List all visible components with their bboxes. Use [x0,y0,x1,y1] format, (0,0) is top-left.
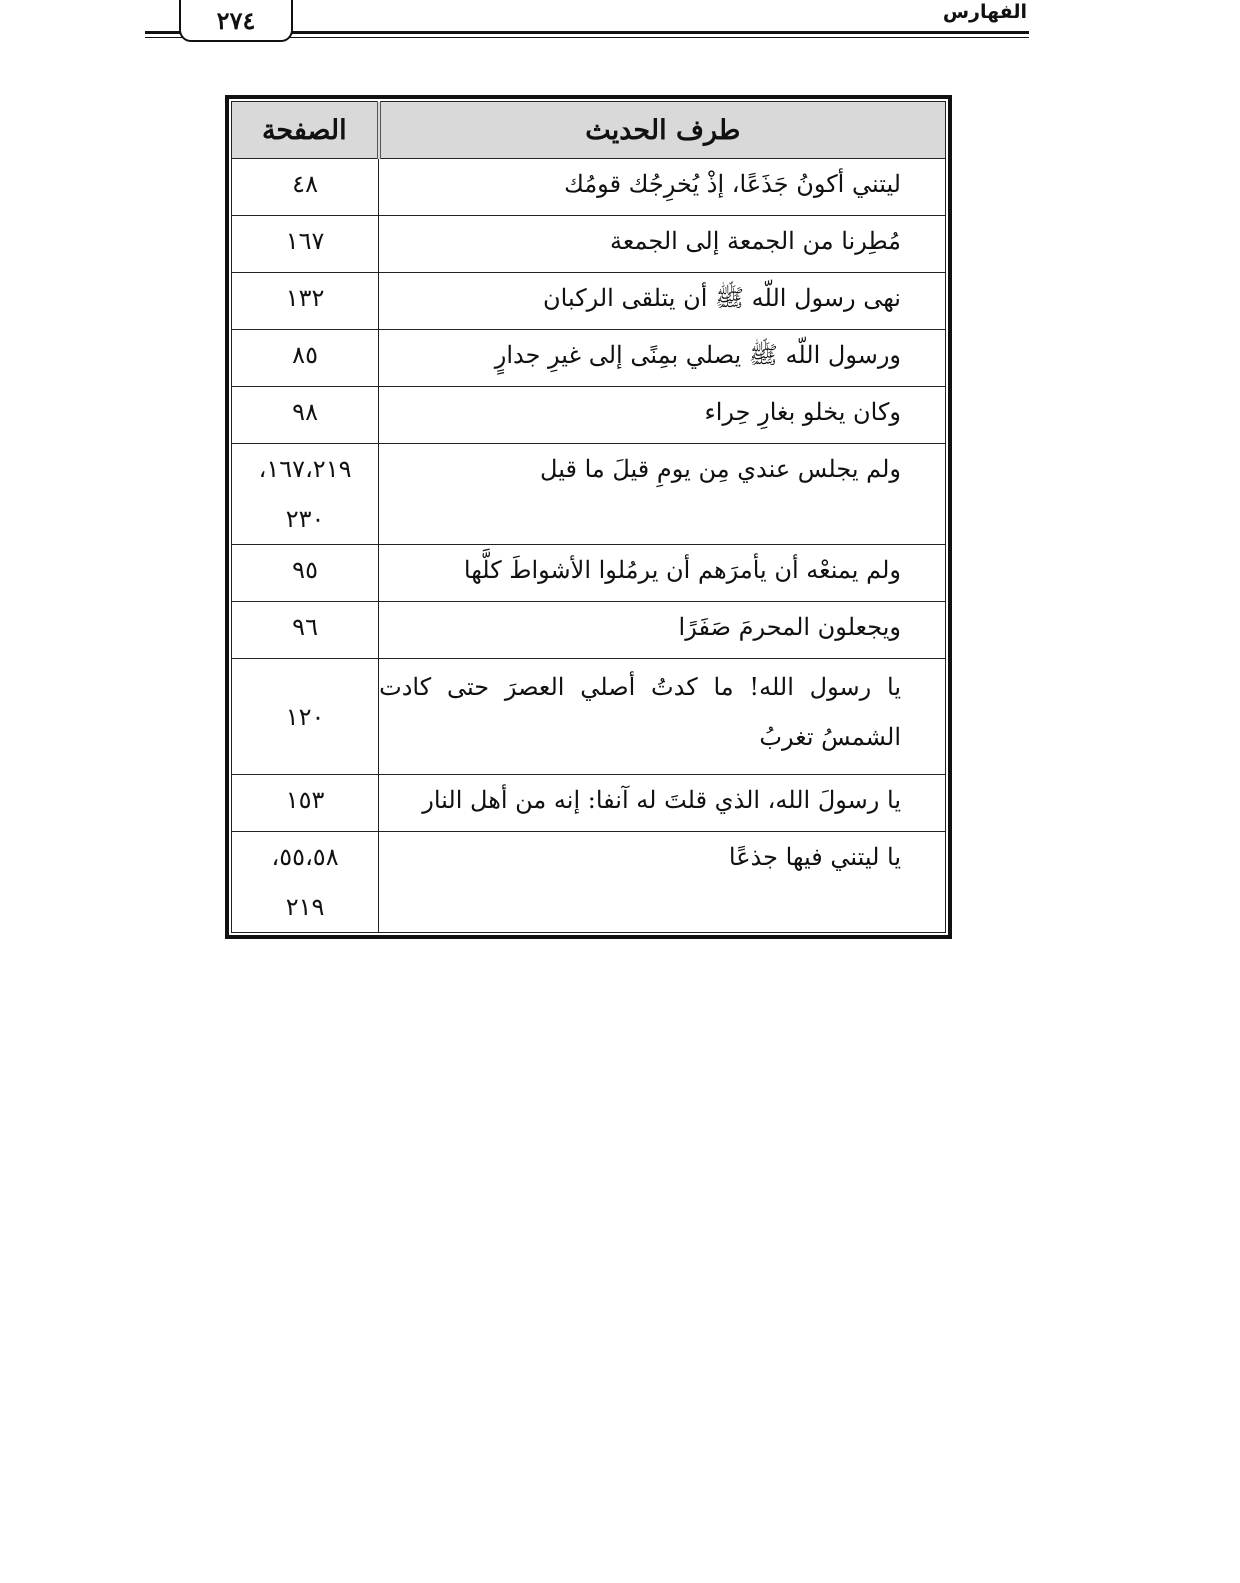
hadith-cell: ليتني أكونُ جَذَعًا، إذْ يُخرِجُك قومُك [379,159,946,216]
page-cell: ٥٥،٥٨، ٢١٩ [232,832,379,933]
table-header-row [232,102,946,159]
page-cell: ١٦٧،٢١٩، ٢٣٠ [232,444,379,545]
hadith-cell: وكان يخلو بغارِ حِراء [379,387,946,444]
page-cell: ٤٨ [232,159,379,216]
page-cell: ٩٦ [232,602,379,659]
table-row [232,602,946,659]
hadith-cell: يا ليتني فيها جذعًا [379,832,946,933]
page-cell: ٨٥ [232,330,379,387]
table-row [232,330,946,387]
running-title: الفهارس [942,1,1027,23]
hadith-cell: نهى رسول اللّه ﷺ أن يتلقى الركبان [379,273,946,330]
table-row [232,216,946,273]
page-cell: ١٥٣ [232,775,379,832]
column-header-page: الصفحة [232,102,379,159]
table-row [232,444,946,545]
page-cell: ٩٥ [232,545,379,602]
hadith-cell: ولم يجلس عندي مِن يومِ قيلَ ما قيل [379,444,946,545]
table-row [232,159,946,216]
table-row [232,545,946,602]
page-cell: ١٢٠ [232,659,379,775]
hadith-cell: ورسول اللّه ﷺ يصلي بمِنًى إلى غيرِ جدارٍ [379,330,946,387]
table-row [232,273,946,330]
page-number [179,0,293,42]
page-cell: ١٣٢ [232,273,379,330]
table-row [232,832,946,933]
hadith-cell: يا رسولَ الله، الذي قلتَ له آنفا: إنه من أهل النار [379,775,946,832]
table-row [232,387,946,444]
table-row [232,775,946,832]
page-number-text: ٢٧٤ [216,5,256,35]
hadith-cell: يا رسول الله! ما كدتُ أصلي العصرَ حتى كادت الشمسُ تغربُ [379,659,946,775]
table-row [232,659,946,775]
hadith-cell: مُطِرنا من الجمعة إلى الجمعة [379,216,946,273]
hadith-index-table [231,101,946,933]
column-header-hadith: طرف الحديث [379,102,946,159]
hadith-index-table-frame [225,95,952,939]
hadith-cell: ويجعلون المحرمَ صَفَرًا [379,602,946,659]
page-cell: ٩٨ [232,387,379,444]
page-cell: ١٦٧ [232,216,379,273]
hadith-cell: ولم يمنعْه أن يأمرَهم أن يرمُلوا الأشواطَ كلَّها [379,545,946,602]
